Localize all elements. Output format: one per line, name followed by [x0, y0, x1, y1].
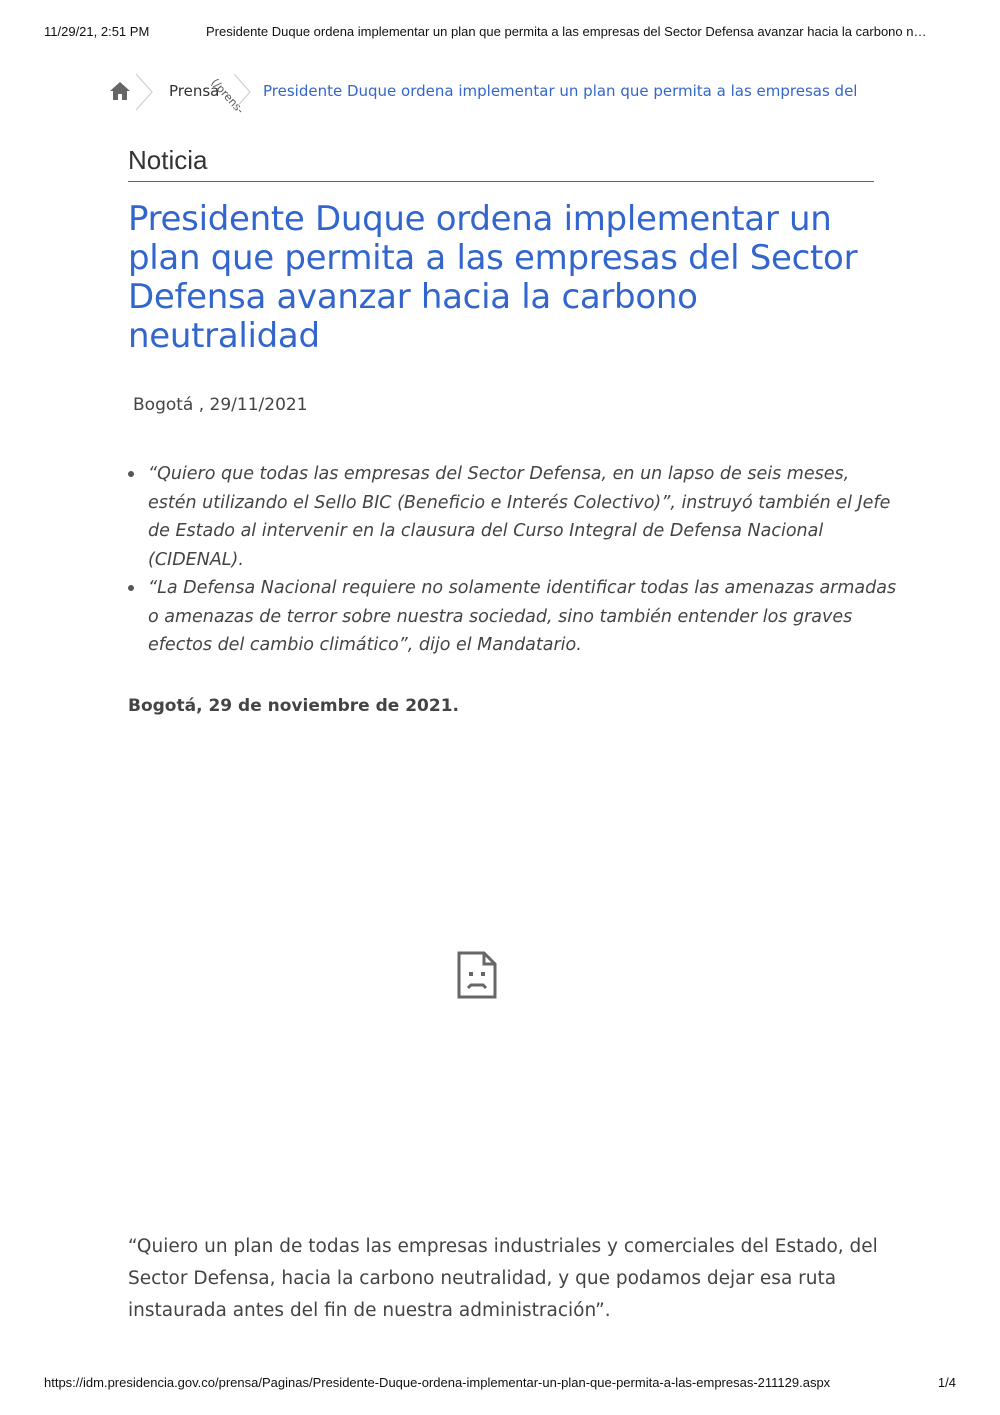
breadcrumb-link-prensa[interactable]: Prensa — [169, 82, 220, 100]
breadcrumb-url-fragment: (/prens- — [208, 76, 247, 117]
print-title: Presidente Duque ordena implementar un plan que permita a las empresas del Sector Defensa avanzar hacia la carbono n… — [206, 24, 927, 39]
highlight-item: “La Defensa Nacional requiere no solamente identificar todas las amenazas armadas o amenazas de terror sobre nuestra sociedad, sino también entender los graves efectos del cambio climático”, dijo el Mandatario. — [148, 574, 898, 660]
home-icon[interactable] — [108, 80, 132, 102]
article-title: Presidente Duque ordena implementar un plan que permita a las empresas del Sector Defensa avanzar hacia la carbono neutralidad — [128, 199, 858, 356]
highlights-list — [128, 460, 898, 660]
article-dateline: Bogotá , 29/11/2021 — [133, 395, 308, 415]
article-lead: Bogotá, 29 de noviembre de 2021. — [128, 696, 459, 716]
section-divider — [128, 181, 874, 182]
article-quote: “Quiero un plan de todas las empresas industriales y comerciales del Estado, del Sector Defensa, hacia la carbono neutralidad, y que podamos dejar esa ruta instaurada antes del fin de nuestra administración”. — [128, 1236, 878, 1321]
page-number: 1/4 — [937, 1375, 956, 1390]
section-label: Noticia — [128, 145, 208, 175]
breadcrumb-separator-icon — [134, 74, 154, 110]
print-datetime: 11/29/21, 2:51 PM — [44, 24, 150, 39]
breadcrumb-separator-icon — [232, 74, 252, 110]
breadcrumb-current-page[interactable]: Presidente Duque ordena implementar un plan que permita a las empresas del — [263, 82, 858, 100]
highlight-item: “Quiero que todas las empresas del Sector Defensa, en un lapso de seis meses, estén utilizando el Sello BIC (Beneficio e Interés Colectivo)”, instruyó también el Jefe de Estado al intervenir en la clausura del Curso Integral de Defensa Nacional (CIDENAL). — [148, 460, 898, 574]
breadcrumb — [108, 74, 898, 117]
broken-image-icon — [456, 950, 498, 1000]
print-url: https://idm.presidencia.gov.co/prensa/Paginas/Presidente-Duque-ordena-implementar-un-plan-que-permita-a-las-empresas-211129.aspx — [44, 1375, 831, 1390]
